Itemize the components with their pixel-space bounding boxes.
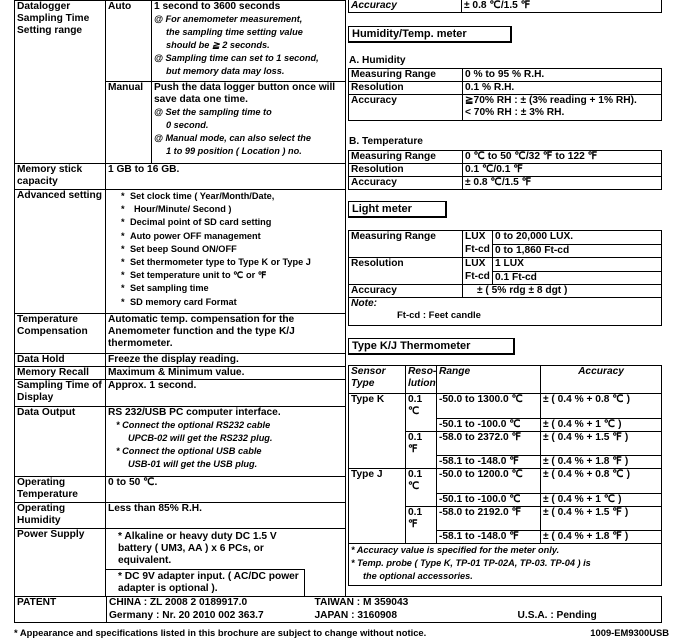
temp-comp-label: Temperature Compensation (15, 314, 106, 354)
data-output-cell (106, 407, 346, 477)
temperature-table (348, 150, 662, 190)
light-res-ftcd: 0.1 Ft-cd (493, 271, 662, 285)
power-cell (106, 529, 346, 598)
light-note-label: Note: (351, 298, 378, 309)
humidity-heading: A. Humidity (349, 55, 406, 66)
advanced-item: * Set beep Sound ON/OFF (130, 243, 343, 256)
light-note: Ft-cd : Feet candle (397, 310, 481, 321)
tc-res (406, 418, 437, 431)
temp-res-value: 0.1 ℃/0.1 ℉ (463, 164, 662, 177)
data-output-label: Data Output (15, 407, 106, 477)
light-note-cell (349, 298, 662, 326)
memory-recall-label: Memory Recall (15, 367, 106, 380)
top-accuracy-label: Accuracy (349, 0, 462, 13)
tc-range: -58.1 to -148.0 ℉ (437, 531, 541, 544)
patent-usa: U.S.A. : Pending (488, 610, 662, 623)
humidity-table (348, 68, 662, 121)
data-hold-label: Data Hold (15, 354, 106, 367)
data-output-note-2: * Connect the optional USB cable (116, 446, 262, 456)
tc-acc: ± ( 0.4 % + 0.8 ℃ ) (541, 394, 662, 419)
humidity-range-value: 0 % to 95 % R.H. (463, 69, 662, 82)
auto-value: 1 second to 3600 seconds (154, 1, 281, 12)
advanced-cell (106, 190, 346, 314)
tc-acc: ± ( 0.4 % + 1 ℃ ) (541, 493, 662, 506)
tc-res (406, 493, 437, 506)
power-label: Power Supply (15, 529, 106, 598)
patent-table (14, 596, 662, 623)
sampling-display-value: Approx. 1 second. (106, 380, 346, 407)
light-res-lux: 1 LUX (493, 258, 662, 272)
tc-header-range: Range (437, 366, 541, 394)
tc-acc: ± ( 0.4 % + 0.8 ℃ ) (541, 469, 662, 494)
manual-label: Manual (106, 82, 152, 164)
tc-res (406, 531, 437, 544)
op-hum-label: Operating Humidity (15, 503, 106, 529)
tc-acc: ± ( 0.4 % + 1.8 ℉ ) (541, 531, 662, 544)
temp-range-label: Measuring Range (349, 151, 463, 164)
advanced-list (108, 190, 343, 309)
tc-res: 0.1 ℃ (406, 394, 437, 419)
temp-acc-value: ± 0.8 ℃/1.5 ℉ (463, 177, 662, 190)
advanced-item: * Auto power OFF management (130, 230, 343, 243)
tc-res (406, 456, 437, 469)
memory-recall-value: Maximum & Minimum value. (106, 367, 346, 380)
humidity-acc-label: Accuracy (349, 95, 463, 121)
tc-typej-label: Type J (349, 469, 406, 544)
manual-value: Push the data logger button once will save data one time. (154, 82, 336, 105)
tc-header-accuracy: Accuracy (541, 366, 662, 394)
advanced-item: * SD memory card Format (130, 296, 343, 309)
auto-note-2: should be ≧ 2 seconds. (166, 40, 270, 50)
light-acc-label: Accuracy (349, 285, 463, 298)
advanced-item: * Set clock time ( Year/Month/Date, (130, 190, 343, 203)
data-output-value: RS 232/USB PC computer interface. (108, 407, 281, 418)
advanced-item: * Set thermometer type to Type K or Type J (130, 256, 343, 269)
humidity-range-label: Measuring Range (349, 69, 463, 82)
auto-note-1: the sampling time setting value (166, 27, 303, 37)
auto-note-3: @ Sampling time can set to 1 second, (154, 53, 319, 63)
advanced-item: * Set sampling time (130, 282, 343, 295)
datalogger-label: Datalogger Sampling Time Setting range (15, 1, 106, 164)
tc-title: Type K/J Thermometer (348, 338, 515, 355)
patent-taiwan: TAIWAN : M 359043 (313, 597, 488, 610)
auto-note-4: but memory data may loss. (166, 66, 285, 76)
op-temp-label: Operating Temperature (15, 477, 106, 503)
light-range-ftcd: 0 to 1,860 Ft-cd (493, 244, 662, 258)
temp-res-label: Resolution (349, 164, 463, 177)
tc-header-sensor: Sensor Type (349, 366, 406, 394)
manual-note-1: 0 second. (166, 120, 209, 130)
tc-note-0: * Accuracy value is specified for the meter only. (351, 545, 560, 555)
light-range-lux: 0 to 20,000 LUX. (493, 231, 662, 245)
tc-range: -50.0 to 1300.0 ℃ (437, 394, 541, 419)
tc-range: -50.1 to -100.0 ℃ (437, 493, 541, 506)
tc-table (348, 365, 662, 586)
humidity-res-label: Resolution (349, 82, 463, 95)
tc-res: 0.1 ℉ (406, 431, 437, 456)
light-title: Light meter (348, 201, 447, 218)
advanced-item: * Decimal point of SD card setting (130, 216, 343, 229)
auto-cell (152, 1, 346, 82)
tc-acc: ± ( 0.4 % + 1.8 ℉ ) (541, 456, 662, 469)
tc-res: 0.1 ℉ (406, 506, 437, 531)
light-unit: Ft-cd (463, 271, 493, 285)
auto-note-0: @ For anemometer measurement, (154, 14, 303, 24)
tc-range: -50.0 to 1200.0 ℃ (437, 469, 541, 494)
manual-note-2: @ Manual mode, can also select the (154, 133, 312, 143)
humidity-res-value: 0.1 % R.H. (463, 82, 662, 95)
tc-acc: ± ( 0.4 % + 1 ℃ ) (541, 418, 662, 431)
light-table (348, 230, 662, 326)
temp-range-value: 0 ℃ to 50 ℃/32 ℉ to 122 ℉ (463, 151, 662, 164)
tc-typek-label: Type K (349, 394, 406, 469)
light-unit: Ft-cd (463, 244, 493, 258)
light-range-label: Measuring Range (349, 231, 463, 258)
patent-china: CHINA : ZL 2008 2 0189917.0 (107, 597, 313, 610)
data-output-note-3: USB-01 will get the USB plug. (128, 459, 258, 469)
data-hold-value: Freeze the display reading. (106, 354, 346, 367)
tc-range: -50.1 to -100.0 ℃ (437, 418, 541, 431)
light-acc-value: ± ( 5% rdg ± 8 dgt ) (463, 285, 662, 298)
left-spec-table (14, 0, 346, 597)
power-value-2: * DC 9V adapter input. ( AC/DC power adapter is optional ). (106, 570, 305, 597)
manual-note-3: 1 to 99 position ( Location ) no. (166, 146, 302, 156)
temperature-heading: B. Temperature (349, 136, 423, 147)
top-accuracy-value: ± 0.8 ℃/1.5 ℉ (462, 0, 662, 13)
advanced-item: * Hour/Minute/ Second ) (130, 203, 343, 216)
patent-japan: JAPAN : 3160908 (313, 610, 488, 623)
power-value-1: * Alkaline or heavy duty DC 1.5 V battery ( UM3, AA ) x 6 PCs, or equivalent. (106, 529, 305, 570)
light-unit: LUX (463, 231, 493, 245)
humidity-title: Humidity/Temp. meter (348, 26, 512, 43)
temp-acc-label: Accuracy (349, 177, 463, 190)
light-res-label: Resolution (349, 258, 463, 285)
top-accuracy-table (348, 0, 662, 13)
tc-note-1: * Temp. probe ( Type K, TP-01 TP-02A, TP-03. TP-04 ) is (351, 558, 591, 568)
memory-stick-value: 1 GB to 16 GB. (106, 164, 346, 190)
memory-stick-label: Memory stick capacity (15, 164, 106, 190)
disclaimer: * Appearance and specifications listed in this brochure are subject to change without notice. (14, 627, 427, 638)
patent-label: PATENT (15, 597, 107, 623)
manual-note-0: @ Set the sampling time to (154, 107, 272, 117)
tc-acc: ± ( 0.4 % + 1.5 ℉ ) (541, 431, 662, 456)
tc-range: -58.0 to 2192.0 ℉ (437, 506, 541, 531)
tc-notes-cell (349, 544, 662, 586)
advanced-label: Advanced setting (15, 190, 106, 314)
op-temp-value: 0 to 50 ℃. (106, 477, 346, 503)
tc-note-2: the optional accessories. (363, 571, 473, 581)
sampling-display-label: Sampling Time of Display (15, 380, 106, 407)
light-unit: LUX (463, 258, 493, 272)
tc-range: -58.1 to -148.0 ℉ (437, 456, 541, 469)
op-hum-value: Less than 85% R.H. (106, 503, 346, 529)
doc-code: 1009-EM9300USB (590, 627, 669, 638)
tc-range: -58.0 to 2372.0 ℉ (437, 431, 541, 456)
temp-comp-value: Automatic temp. compensation for the Anemometer function and the type K/J thermometer. (106, 314, 346, 354)
humidity-acc-value: ≧70% RH : ± (3% reading + 1% RH). < 70% RH : ± 3% RH. (463, 95, 662, 121)
data-output-note-1: UPCB-02 will get the RS232 plug. (128, 433, 273, 443)
tc-res: 0.1 ℃ (406, 469, 437, 494)
tc-acc: ± ( 0.4 % + 1.5 ℉ ) (541, 506, 662, 531)
manual-cell (152, 82, 346, 164)
data-output-note-0: * Connect the optional RS232 cable (116, 420, 271, 430)
advanced-item: * Set temperature unit to ℃ or ℉ (130, 269, 343, 282)
tc-header-res: Reso-lution (406, 366, 437, 394)
patent-blank (488, 597, 662, 610)
patent-germany: Germany : Nr. 20 2010 002 363.7 (107, 610, 313, 623)
auto-label: Auto (106, 1, 152, 82)
